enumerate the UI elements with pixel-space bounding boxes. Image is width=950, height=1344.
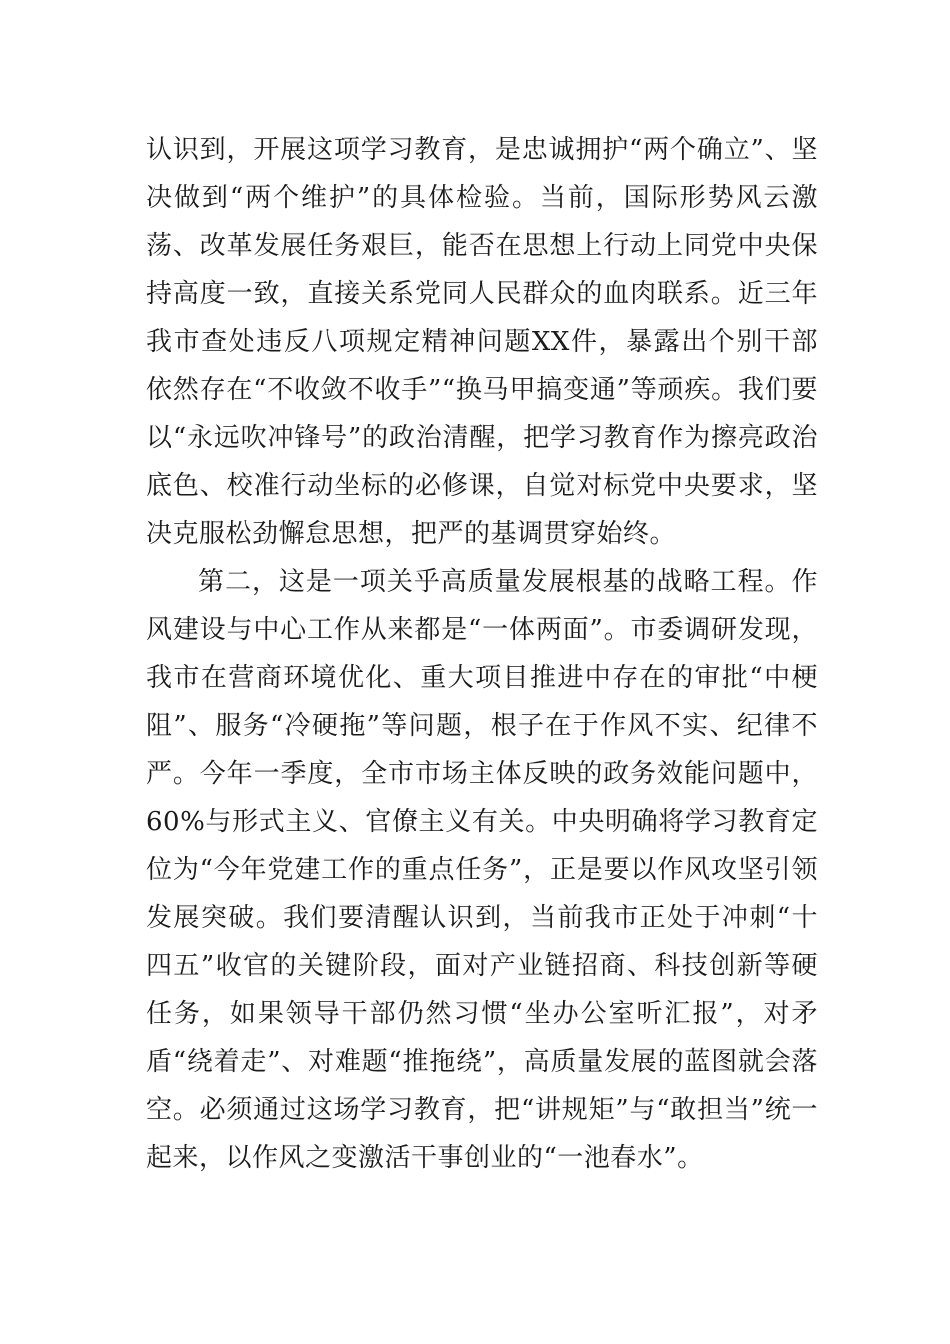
- paragraph-1: 认识到，开展这项学习教育，是忠诚拥护“两个确立”、坚决做到“两个维护”的具体检验。当前，国际形势风云激荡、改革发展任务艰巨，能否在思想上行动上同党中央保持高度一致，直接关系党同人民群众的血肉联系。近三年我市查处违反八项规定精神问题XX件，暴露出个别干部依然存在“不收敛不收手”“换马甲搞变通”等顽疾。我们要以“永远吹冲锋号”的政治清醒，把学习教育作为擦亮政治底色、校准行动坐标的必修课，自觉对标党中央要求，坚决克服松劲懈怠思想，把严的基调贯穿始终。: [146, 135, 818, 549]
- paragraph-2: 第二，这是一项关乎高质量发展根基的战略工程。作风建设与中心工作从来都是“一体两面”。市委调研发现，我市在营商环境优化、重大项目推进中存在的审批“中梗阻”、服务“冷硬拖”等问题，根子在于作风不实、纪律不严。今年一季度，全市市场主体反映的政务效能问题中，60%与形式主义、官僚主义有关。中央明确将学习教育定位为“今年党建工作的重点任务”，正是要以作风攻坚引领发展突破。我们要清醒认识到，当前我市正处于冲刺“十四五”收官的关键阶段，面对产业链招商、科技创新等硬任务，如果领导干部仍然习惯“坐办公室听汇报”，对矛盾“绕着走”、对难题“推拖绕”，高质量发展的蓝图就会落空。必须通过这场学习教育，把“讲规矩”与“敢担当”统一起来，以作风之变激活干事创业的“一池春水”。: [146, 567, 818, 1173]
- document-body: [146, 126, 818, 1182]
